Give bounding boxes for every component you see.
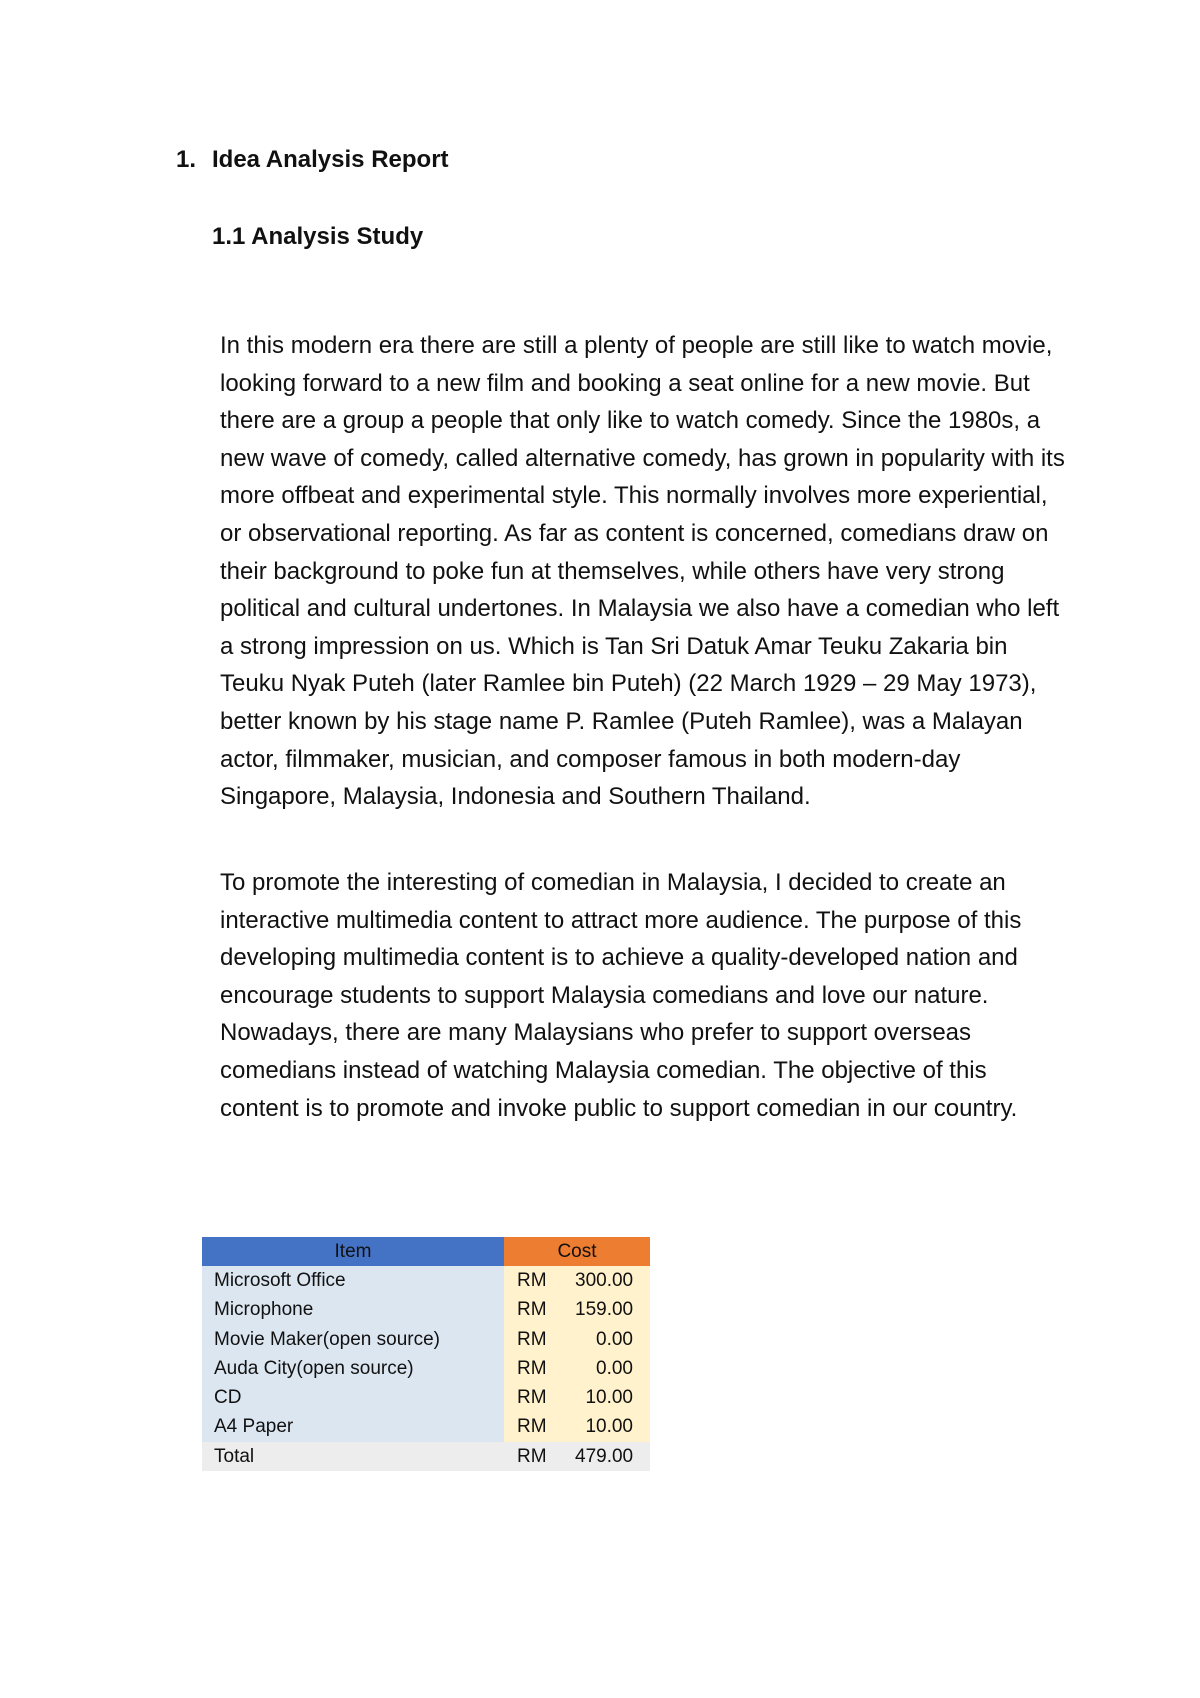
total-cost-cell	[504, 1442, 650, 1471]
currency-label: RM	[517, 1387, 547, 1409]
amount-value: 159.00	[575, 1299, 634, 1321]
amount-value: 10.00	[585, 1416, 633, 1438]
table-row	[202, 1354, 650, 1383]
item-name-cell: Movie Maker(open source)	[202, 1325, 504, 1354]
amount-value: 10.00	[585, 1387, 633, 1409]
total-row	[202, 1442, 650, 1471]
table-row	[202, 1383, 650, 1412]
table-row	[202, 1266, 650, 1295]
total-label-cell: Total	[202, 1442, 504, 1471]
currency-label: RM	[517, 1445, 547, 1467]
item-name-cell: Microsoft Office	[202, 1266, 504, 1295]
paragraph-purpose: To promote the interesting of comedian in Malaysia, I decided to create an interactive multimedia content to attract more audience. The purpose of this developing multimedia content is to achieve a quality-developed nation and encourage students to support Malaysia comedians and love our nature. Nowadays, there are many Malaysians who prefer to support overseas comedians instead of watching Malaysia comedian. The objective of this content is to promote and invoke public to support comedian in our country.	[220, 869, 1022, 1122]
amount-value: 300.00	[575, 1269, 634, 1291]
table-row	[202, 1413, 650, 1442]
currency-label: RM	[517, 1299, 547, 1321]
table-row	[202, 1296, 650, 1325]
cost-cell	[504, 1325, 650, 1354]
paragraph-analysis-intro: In this modern era there are still a plenty of people are still like to watch movie, looking forward to a new film and booking a seat online for a new movie. But there are a group a people that only like to watch comedy. Since the 1980s, a new wave of comedy, called alternative comedy, has grown in popularity with its more offbeat and experimental style. This normally involves more experiential, or observational reporting. As far as content is concerned, comedians draw on their background to poke fun at themselves, while others have very strong political and cultural undertones. In Malaysia we also have a comedian who left a strong impression on us. Which is Tan Sri Datuk Amar Teuku Zakaria bin Teuku Nyak Puteh (later Ramlee bin Puteh) (22 March 1929 – 29 May 1973), better known by his stage name P. Ramlee (Puteh Ramlee), was a Malayan actor, filmmaker, musician, and composer famous in both modern-day Singapore, Malaysia, Indonesia and Southern Thailand.	[220, 332, 1065, 811]
amount-value: 0.00	[596, 1357, 633, 1379]
table-header-row	[202, 1237, 650, 1266]
cost-cell	[504, 1354, 650, 1383]
section-title: Idea Analysis Report	[212, 146, 449, 173]
cost-cell	[504, 1413, 650, 1442]
section-heading	[176, 146, 449, 174]
item-name-cell: Auda City(open source)	[202, 1354, 504, 1383]
cost-column-header: Cost	[504, 1237, 650, 1266]
currency-label: RM	[517, 1328, 547, 1350]
cost-cell	[504, 1383, 650, 1412]
currency-label: RM	[517, 1416, 547, 1438]
currency-label: RM	[517, 1357, 547, 1379]
subsection-heading: 1.1 Analysis Study	[212, 223, 424, 250]
cost-cell	[504, 1266, 650, 1295]
cost-cell	[504, 1296, 650, 1325]
item-name-cell: Microphone	[202, 1296, 504, 1325]
table-row	[202, 1325, 650, 1354]
total-amount-value: 479.00	[575, 1445, 634, 1467]
currency-label: RM	[517, 1269, 547, 1291]
item-name-cell: CD	[202, 1383, 504, 1412]
amount-value: 0.00	[596, 1328, 633, 1350]
item-column-header: Item	[202, 1237, 504, 1266]
cost-table	[202, 1237, 650, 1471]
item-name-cell: A4 Paper	[202, 1413, 504, 1442]
section-number: 1.	[176, 146, 197, 173]
